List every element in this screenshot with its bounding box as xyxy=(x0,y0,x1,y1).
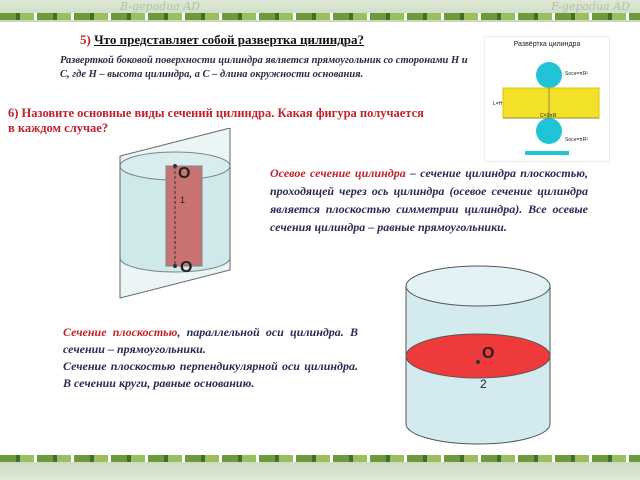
axial-section-text: – сечение цилиндра плоскостью, проходящей через ось цилиндра (осевое сечение цилиндра является плоскостью симметрии цилиндра). Все осевые сечения цилиндра – равные прямоугольники. xyxy=(270,166,588,234)
label-bottom-area: Sосн=πR² xyxy=(565,137,589,143)
answer-5: Разверткой боковой поверхности цилиндра является прямоугольник со сторонами H и C, где H – высота цилиндра, а C – длина окружности основания. xyxy=(60,55,468,80)
cylinder-axial-section-diagram xyxy=(110,128,260,308)
cylinder-perpendicular-section-diagram xyxy=(398,264,558,454)
handwriting-left: B-gepadua AD xyxy=(120,0,201,13)
question-5-text: Что представляет собой развертка цилиндра? xyxy=(94,32,365,47)
question-5 xyxy=(80,32,364,48)
sections-description xyxy=(63,324,358,392)
center-top-point xyxy=(173,164,177,168)
parallel-section-text: , параллельной оси цилиндра. В сечении – прямоугольники. xyxy=(63,325,359,356)
axial-section-definition xyxy=(270,164,588,236)
bottom-stripes xyxy=(0,455,640,462)
top-stripes xyxy=(0,13,640,20)
label-height: L=H xyxy=(493,101,503,107)
cylinder-development-figure xyxy=(484,36,610,162)
question-5-number: 5) xyxy=(80,32,95,47)
development-title: Развёртка цилиндра xyxy=(513,41,581,48)
question-6: 6) Назовите основные виды сечений цилиндра. Какая фигура получается в каждом случае? xyxy=(8,106,424,135)
label-O-bottom: O xyxy=(180,259,193,276)
parallel-section-term: Сечение плоскостью xyxy=(63,325,178,339)
label-O1: O xyxy=(178,165,191,182)
label-top-area: Sосн=πR² xyxy=(565,71,589,77)
development-base-strip xyxy=(525,151,569,155)
circular-section xyxy=(406,334,550,378)
label-length: C=2πR xyxy=(540,113,557,119)
development-diagram xyxy=(485,37,609,161)
axial-section-term: Осевое сечение цилиндра xyxy=(270,166,406,180)
center-O2-point xyxy=(476,360,480,364)
handwriting-right: F-gepadua AD xyxy=(551,0,630,13)
cylinder2-top-base xyxy=(406,266,550,306)
top-base-circle xyxy=(536,62,562,88)
label-O1-subscript: 1 xyxy=(180,195,186,205)
center-bottom-point xyxy=(173,264,177,268)
bottom-base-circle xyxy=(536,118,562,144)
label-O2-subscript: 2 xyxy=(480,377,487,391)
perpendicular-section-text: Сечение плоскостью перпендикулярной оси цилиндра. В сечении круги, равные основанию. xyxy=(63,359,358,390)
label-O2: O xyxy=(482,345,495,362)
